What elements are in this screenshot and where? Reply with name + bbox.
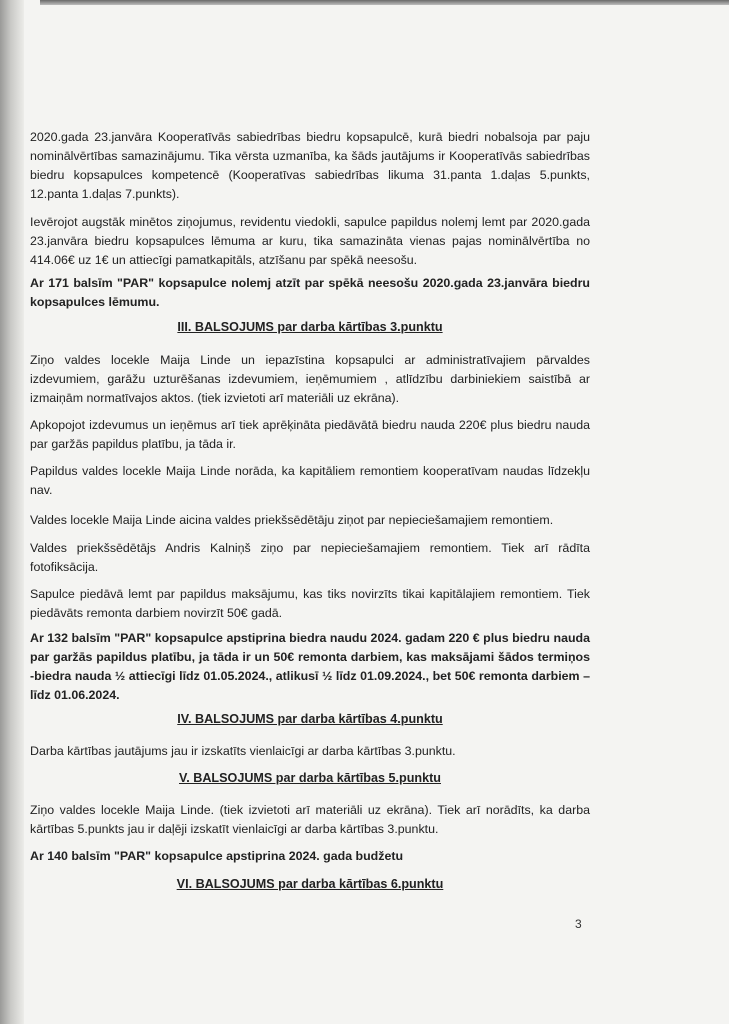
paragraph-5: Apkopojot izdevumus un ieņēmus arī tiek aprēķināta piedāvātā biedru nauda 220€ plus biedru nauda par garžās papildus platību, ja tāda ir. (30, 418, 590, 451)
paragraph-12: Ziņo valdes locekle Maija Linde. (tiek izvietoti arī materiāli uz ekrāna). Tiek arī norādīts, ka darba kārtības 5.punkts jau ir daļēji izskatīt vienlaicīgi ar darba kārtības 3.punktu. (30, 803, 590, 836)
page-number: 3 (575, 917, 582, 931)
scan-edge-shadow (0, 0, 24, 1024)
vote-result-5: Ar 140 balsīm "PAR" kopsapulce apstiprina 2024. gada budžetu (30, 849, 404, 863)
paragraph-1: 2020.gada 23.janvāra Kooperatīvās sabiedrības biedru kopsapulcē, kurā biedri nobalsoja par paju nominālvērtības samazinājumu. Tika vērsta uzmanība, ka šāds jautājums ir Kooperatīvās sabiedrības biedru kopsapulces kompetencē (Kooperatīvas sabiedrības likuma 31.panta 1.daļas 5.punkts, 12.panta 1.daļas 7.punkts). (30, 130, 590, 201)
paragraph-2: Ievērojot augstāk minētos ziņojumus, revidentu viedokli, sapulce papildus nolemj lemt par 2020.gada 23.janvāra biedru kopsapulces lēmuma ar kuru, tika samazināta vienas pajas nominālvērtība no 414.06€ uz 1€ un attiecīgi pamatkapitāls, atzīšanu par spēkā neesošu. (30, 215, 590, 267)
section-heading-5: V. BALSOJUMS par darba kārtības 5.punktu (179, 771, 441, 785)
paragraph-11: Darba kārtības jautājums jau ir izskatīts vienlaicīgi ar darba kārtības 3.punktu. (30, 744, 456, 758)
vote-result-3a: Ar 171 balsīm "PAR" kopsapulce nolemj atzīt par spēkā neesošu 2020.gada 23.janvāra biedru kopsapulces lēmumu. (30, 276, 590, 309)
section-heading-6: VI. BALSOJUMS par darba kārtības 6.punktu (176, 877, 444, 891)
paragraph-7: Valdes locekle Maija Linde aicina valdes priekšsēdētāju ziņot par nepieciešamajiem remontiem. (30, 513, 554, 527)
section-heading-4: IV. BALSOJUMS par darba kārtības 4.punktu (177, 712, 443, 726)
section-heading-3: III. BALSOJUMS par darba kārtības 3.punktu (177, 320, 443, 334)
scan-top-edge (40, 0, 729, 5)
paragraph-6: Papildus valdes locekle Maija Linde norāda, ka kapitāliem remontiem kooperatīvam naudas līdzekļu nav. (30, 464, 590, 497)
paragraph-4: Ziņo valdes locekle Maija Linde un iepazīstina kopsapulci ar administratīvajiem pārvaldes izdevumiem, garāžu uzturēšanas izdevumiem, ieņēmumiem , atlīdzību darbiniekiem saistībā ar izmaiņām normatīvajos aktos. (tiek izvietoti arī materiāli uz ekrāna). (30, 353, 590, 405)
paragraph-8: Valdes priekšsēdētājs Andris Kalniņš ziņo par nepieciešamajiem remontiem. Tiek arī rādīta fotofiksācija. (30, 541, 590, 574)
vote-result-3b: Ar 132 balsīm "PAR" kopsapulce apstiprina biedra naudu 2024. gadam 220 € plus biedru nauda par garžās papildus platību, ja tāda ir un 50€ remonta darbiem, kas maksājami šādos termiņos -biedra nauda ½ attiecīgi līdz 01.05.2024., atlikusī ½ līdz 01.09.2024., bet 50€ remonta darbiem – līdz 01.06.2024. (30, 631, 590, 702)
paragraph-9: Sapulce piedāvā lemt par papildus maksājumu, kas tiks novirzīts tikai kapitālajiem remontiem. Tiek piedāvāts remonta darbiem novirzīt 50€ gadā. (30, 587, 590, 620)
